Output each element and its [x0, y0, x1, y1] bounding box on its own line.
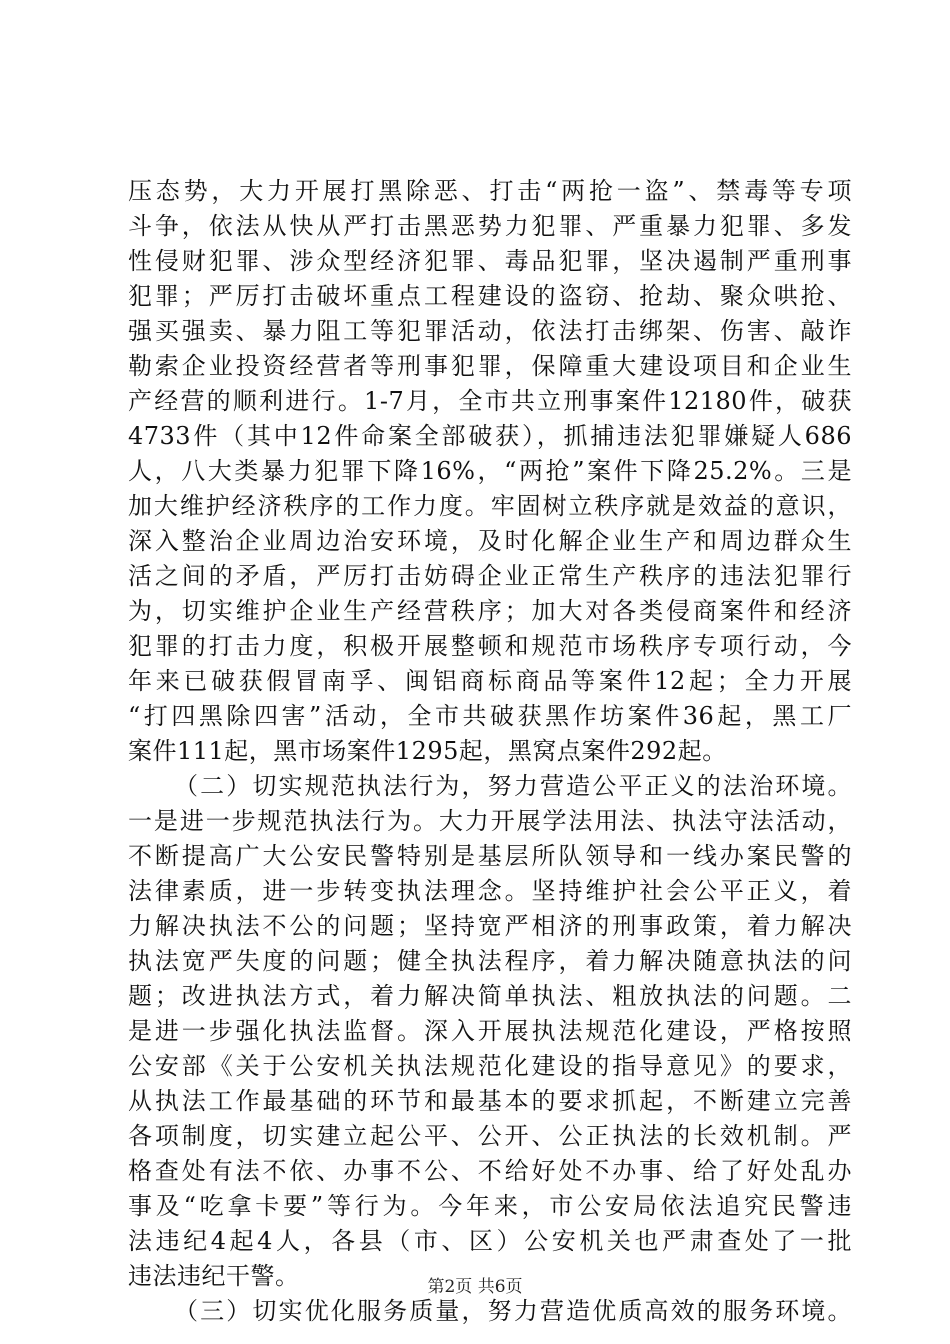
text-line: 压态势，大力开展打黑除恶、打击“两抢一盗”、禁毒等专项 [128, 177, 852, 205]
text-line: 强买强卖、暴力阻工等犯罪活动，依法打击绑架、伤害、敲诈 [128, 317, 852, 345]
text-line: 勒索企业投资经营者等刑事犯罪，保障重大建设项目和企业生 [128, 352, 852, 380]
text-line: 违法违纪干警。 [128, 1262, 300, 1290]
text-line: 一是进一步规范执法行为。大力开展学法用法、执法守法活动， [128, 807, 852, 835]
text-line: 格查处有法不依、办事不公、不给好处不办事、给了好处乱办 [128, 1157, 852, 1185]
text-line: 性侵财犯罪、涉众型经济犯罪、毒品犯罪，坚决遏制严重刑事 [128, 247, 852, 275]
page-footer: 第2页 共6页 [427, 1277, 523, 1297]
text-line: 加大维护经济秩序的工作力度。牢固树立秩序就是效益的意识， [128, 492, 852, 520]
text-line: 法违纪4起4人，各县（市、区）公安机关也严肃查处了一批 [128, 1227, 852, 1255]
text-line: 不断提高广大公安民警特别是基层所队领导和一线办案民警的 [128, 842, 852, 870]
text-line: 力解决执法不公的问题；坚持宽严相济的刑事政策，着力解决 [128, 912, 852, 940]
text-line: 执法宽严失度的问题；健全执法程序，着力解决随意执法的问 [128, 947, 852, 975]
text-line: 犯罪；严厉打击破坏重点工程建设的盗窃、抢劫、聚众哄抢、 [128, 282, 852, 310]
text-line: 年来已破获假冒南孚、闽铝商标商品等案件12起；全力开展 [128, 667, 852, 695]
text-line: 活之间的矛盾，严厉打击妨碍企业正常生产秩序的违法犯罪行 [128, 562, 852, 590]
section-heading: （三）切实优化服务质量，努力营造优质高效的服务环境。 [174, 1297, 852, 1325]
text-line: 公安部《关于公安机关执法规范化建设的指导意见》的要求， [128, 1052, 852, 1080]
text-line: 犯罪的打击力度，积极开展整顿和规范市场秩序专项行动，今 [128, 632, 852, 660]
text-line: 是进一步强化执法监督。深入开展执法规范化建设，严格按照 [128, 1017, 852, 1045]
text-line: 斗争，依法从快从严打击黑恶势力犯罪、严重暴力犯罪、多发 [128, 212, 852, 240]
text-line: 案件111起，黑市场案件1295起，黑窝点案件292起。 [128, 737, 727, 765]
text-line: 人，八大类暴力犯罪下降16%，“两抢”案件下降25.2%。三是 [128, 457, 852, 485]
text-line: 题；改进执法方式，着力解决简单执法、粗放执法的问题。二 [128, 982, 852, 1010]
section-heading: （二）切实规范执法行为，努力营造公平正义的法治环境。 [174, 772, 852, 800]
text-line: 各项制度，切实建立起公平、公开、公正执法的长效机制。严 [128, 1122, 852, 1150]
document-body [128, 174, 852, 1329]
text-line: “打四黑除四害”活动，全市共破获黑作坊案件36起，黑工厂 [128, 702, 852, 730]
text-line: 4733件（其中12件命案全部破获），抓捕违法犯罪嫌疑人686 [128, 422, 852, 450]
text-line: 为，切实维护企业生产经营秩序；加大对各类侵商案件和经济 [128, 597, 852, 625]
text-line: 深入整治企业周边治安环境，及时化解企业生产和周边群众生 [128, 527, 852, 555]
text-line: 产经营的顺利进行。1-7月，全市共立刑事案件12180件，破获 [128, 387, 852, 415]
text-line: 事及“吃拿卡要”等行为。今年来，市公安局依法追究民警违 [128, 1192, 852, 1220]
text-line: 从执法工作最基础的环节和最基本的要求抓起，不断建立完善 [128, 1087, 852, 1115]
text-line: 法律素质，进一步转变执法理念。坚持维护社会公平正义，着 [128, 877, 852, 905]
